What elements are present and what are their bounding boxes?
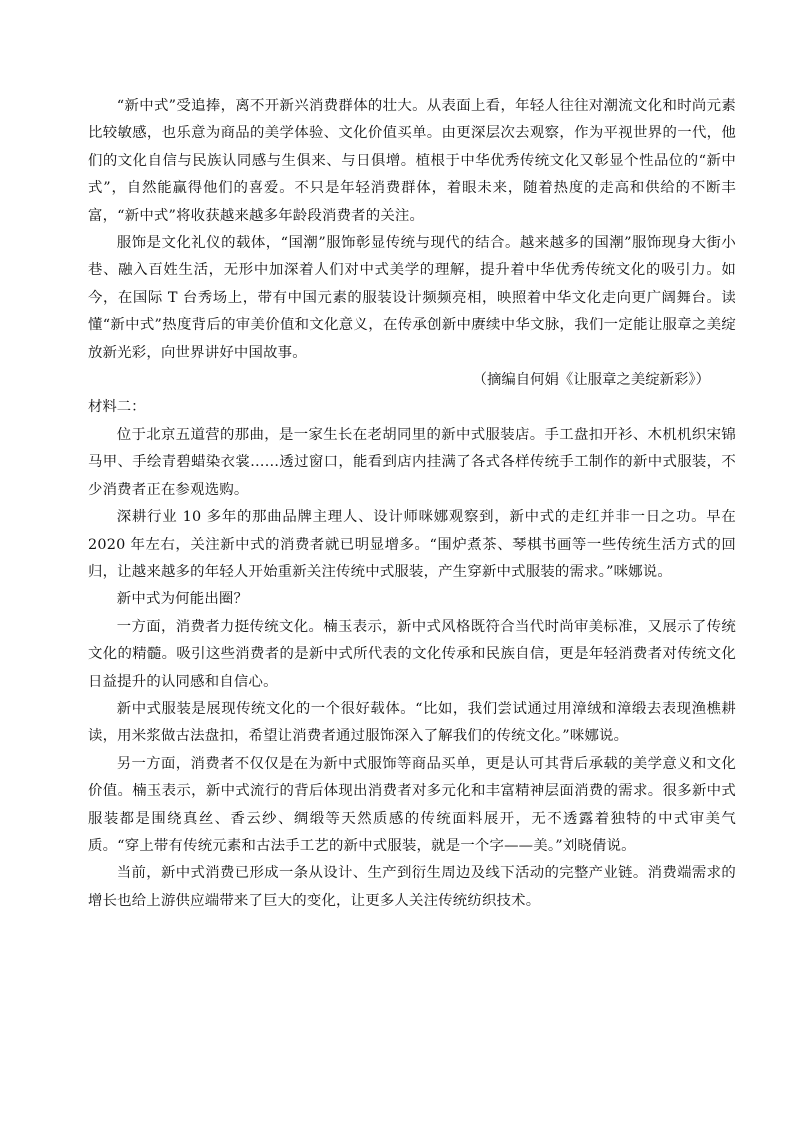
material1-paragraph-2: 服饰是文化礼仪的载体，“国潮”服饰彰显传统与现代的结合。越来越多的国潮”服饰现身大街小巷、融入百姓生活，无形中加深着人们对中式美学的理解，提升着中华优秀传统文化的吸引力。如今，在国际 T 台秀场上，带有中国元素的服装设计频频亮相，映照着中华文化走向更广阔舞台。读懂“新中式”热度背后的审美价值和文化意义，在传承创新中赓续中华文脉，我们一定能让服章之美绽放新光彩，向世界讲好中国故事。 [88,235,736,361]
material2-paragraph-2: 深耕行业 10 多年的那曲品牌主理人、设计师咪娜观察到，新中式的走红并非一日之功。早在 2020 年左右，关注新中式的消费者就已明显增多。“围炉煮茶、琴棋书画等一些传统生活方式的回归，让越来越多的年轻人开始重新关注传统中式服装，产生穿新中式服装的需求。”咪娜说。 [88,509,736,580]
document-page [88,93,736,915]
material2-paragraph-1: 位于北京五道营的那曲，是一家生长在老胡同里的新中式服装店。手工盘扣开衫、木机机织宋锦马甲、手绘青碧蜡染衣裳……透过窗口，能看到店内挂满了各式各样传统手工制作的新中式服装，不少消费者正在参观选购。 [88,426,736,498]
material2-paragraph-3: 新中式为何能出圈？ [116,591,249,608]
material1-source: （摘编自何娟《让服章之美绽新彩》） [472,372,710,389]
material2-paragraph-7: 当前，新中式消费已形成一条从设计、生产到衍生周边及线下活动的完整产业链。消费端需求的增长也给上游供应端带来了巨大的变化，让更多人关注传统纺织技术。 [88,865,736,909]
material2-paragraph-6: 另一方面，消费者不仅仅是在为新中式服饰等商品买单，更是认可其背后承载的美学意义和文化价值。楠玉表示，新中式流行的背后体现出消费者对多元化和丰富精神层面消费的需求。很多新中式服装都是围绕真丝、香云纱、绸缎等天然质感的传统面料展开，无不透露着独特的中式审美气质。“穿上带有传统元素和古法手工艺的新中式服装，就是一个字——美。”刘晓倩说。 [88,755,736,854]
material2-paragraph-4: 一方面，消费者力挺传统文化。楠玉表示，新中式风格既符合当代时尚审美标准，又展示了传统文化的精髓。吸引这些消费者的是新中式所代表的文化传承和民族自信，更是年轻消费者对传统文化日益提升的认同感和自信心。 [88,618,736,690]
material2-heading: 材料二： [88,399,146,416]
material1-paragraph-1: “新中式”受追捧，离不开新兴消费群体的壮大。从表面上看，年轻人往往对潮流文化和时尚元素比较敏感，也乐意为商品的美学体验、文化价值买单。由更深层次去观察，作为平视世界的一代，他们的文化自信与民族认同感与生俱来、与日俱增。植根于中华优秀传统文化又彰显个性品位的“新中式”，自然能赢得他们的喜爱。不只是年轻消费群体，着眼未来，随着热度的走高和供给的不断丰富，“新中式”将收获越来越多年龄段消费者的关注。 [88,98,736,224]
material2-paragraph-5: 新中式服装是展现传统文化的一个很好载体。“比如，我们尝试通过用漳绒和漳缎去表现渔樵耕读，用米浆做古法盘扣，希望让消费者通过服饰深入了解我们的传统文化。”咪娜说。 [88,700,736,745]
